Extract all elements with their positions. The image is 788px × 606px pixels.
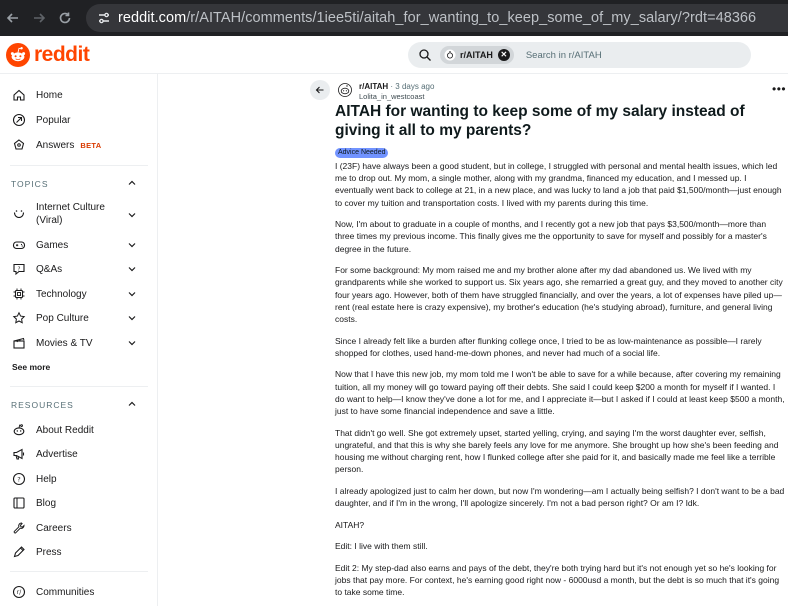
site-header [0,36,788,74]
sidebar-item-careers[interactable]: Careers [12,521,72,535]
sidebar-item-communities[interactable]: r/ Communities [12,585,94,599]
search-chip-label: r/AITAH [460,50,493,60]
chevron-down-icon[interactable] [127,338,137,348]
svg-text:?: ? [17,266,21,273]
arrow-left-icon [6,11,20,25]
wrench-icon [12,521,26,535]
post-paragraph: AITAH? [335,519,365,530]
post-time: · 3 days ago [390,82,435,91]
sidebar-item-about-reddit[interactable]: About Reddit [12,423,94,437]
back-button[interactable] [310,80,330,100]
more-options-icon[interactable]: ••• [772,82,787,96]
sidebar-item-games[interactable]: Games [12,238,68,252]
snoo-icon [6,43,30,67]
browser-reload-button[interactable] [52,0,78,36]
book-icon [12,496,26,510]
sidebar-item-movies-tv[interactable]: Movies & TV [12,336,93,350]
sidebar-item-advertise[interactable]: Advertise [12,447,78,461]
chevron-down-icon[interactable] [127,240,137,250]
post-paragraph: I already apologized just to calm her down, but now I'm wondering—am I actually being selfish? I don't want to be a bad daughter, and if I'm in the wrong, I'll apologize sincerely. I'm not a bad person right? Or am I? Idk. [335,485,785,509]
sidebar-divider [10,571,148,572]
svg-text:?: ? [17,475,21,484]
see-more-button[interactable]: See more [12,362,51,372]
popular-icon [12,113,26,127]
search-icon [418,48,432,62]
chevron-down-icon[interactable] [127,313,137,323]
beta-badge: BETA [80,140,102,150]
browser-forward-button[interactable] [26,0,52,36]
left-sidebar [0,74,158,606]
search-input[interactable]: Search in r/AITAH [525,49,602,61]
subreddit-filter-chip[interactable] [440,46,514,64]
post-flair[interactable]: Advice Needed [335,148,388,158]
help-icon [12,472,26,486]
smile-icon [12,207,26,221]
arrow-left-icon [315,85,325,95]
remove-chip-icon[interactable]: ✕ [498,49,510,61]
post-body [335,160,785,606]
sidebar-item-technology[interactable]: Technology [12,287,87,301]
chevron-down-icon[interactable] [127,210,137,220]
search-bar[interactable] [408,42,751,68]
post-paragraph: I (23F) have always been a good student, but in college, I struggled with personal and mental health issues, which led me to drop out. My mom, a single mother, along with my grandma, financed my education, and I messed up. I eventually went back to college at 21, in a new place, and was lucky to land a job that paid $1,500/month—just enough to cover my tuition and transportation costs. I lived with my parents during this time. [335,161,782,208]
sidebar-item-home[interactable]: Home [12,88,63,102]
sidebar-item-internet-culture[interactable]: Internet Culture (Viral) [12,202,105,227]
reload-icon [58,11,72,25]
post-paragraph: Since I already felt like a burden after flunking college once, I tried to be as low-maintenance as possible—I rarely shopped for clothes, used hand-me-down phones, and never had much of a social life. [335,335,762,358]
chevron-down-icon[interactable] [127,289,137,299]
post-paragraph: Edit 2: My step-dad also earns and pays of the debt, they're both trying hard but it's not enough yet so he's looking for jobs that pay more. For context, he's earning good right now - 6000usd a month, but the debt is so much that it's going to take some time. [335,562,780,598]
clapper-icon [12,336,26,350]
reddit-icon [12,423,26,437]
post-paragraph: Now, I'm about to graduate in a couple of months, and I recently got a new job that pays $3,500/month—more than three times my previous income. This finally gives me the opportunity to save for myself and possibly for a master's degree in the future. [335,219,767,254]
post-paragraph: Now that I have this new job, my mom told me I won't be able to save for a while because, after covering my remaining tuition, all my money will go toward paying off their debts. She said I could keep $200 a month for myself if I wanted. I do want to help—I know they've done a lot for me, and I appreciate it—but I asked if I could at least keep $500 a month, just to have some financial independence and save a little. [335,369,785,417]
browser-toolbar [0,0,788,36]
browser-back-button[interactable] [0,0,26,36]
url-text: reddit.com/r/AITAH/comments/1iee5ti/aitah_for_wanting_to_keep_some_of_my_salary/?rdt=48366 [118,10,757,26]
reddit-logo[interactable] [6,43,89,67]
chevron-down-icon[interactable] [127,264,137,274]
chevron-up-icon[interactable] [127,399,137,409]
arrow-right-icon [32,11,46,25]
star-icon [12,311,26,325]
sidebar-item-pop-culture[interactable]: Pop Culture [12,311,89,325]
post-paragraph: For some background: My mom raised me and my brother alone after my dad abandoned us. We lived with my grandparents while she worked to support us. Six years ago, she remarried a great guy, and they moved to another city four years ago. However, both of them have struggled financially, and over the years, a lot of expenses have piled up—rent (real estate here is crazy expensive), my brother's education (he's studying abroad), furniture, and general living costs. [335,265,783,325]
pen-icon [12,545,26,559]
sidebar-item-popular[interactable]: Popular [12,113,70,127]
post-paragraph: Edit: I live with them still. [335,541,428,552]
chevron-up-icon[interactable] [127,178,137,188]
subreddit-avatar-icon[interactable] [338,83,352,97]
svg-text:r/: r/ [16,589,22,597]
communities-icon [12,585,26,599]
site-settings-icon[interactable] [90,11,118,25]
sidebar-divider [10,165,148,166]
sidebar-item-qas[interactable]: ? Q&As [12,262,62,276]
sidebar-item-press[interactable]: Press [12,545,62,559]
post-author[interactable]: Lolita_in_westcoast [359,92,425,101]
megaphone-icon [12,447,26,461]
address-bar[interactable] [86,4,788,32]
sidebar-divider [10,386,148,387]
subreddit-icon [444,49,456,61]
answers-icon [12,138,26,152]
post-subreddit[interactable]: r/AITAH · 3 days ago [359,82,435,91]
sidebar-item-help[interactable]: ? Help [12,472,57,486]
post-paragraph: That didn't go well. She got extremely upset, started yelling, crying, and saying I'm the worst daughter ever, selfish, ungrateful, and that this is why she barely feels any love for me anymore. She brought up how she's been feeding and housing me without charging rent, how I flunked college after she paid for it, and basically made me feel like a terrible person. [335,427,779,475]
reddit-wordmark: reddit [34,43,90,66]
resources-section-title[interactable]: RESOURCES [11,400,74,410]
gamepad-icon [12,238,26,252]
chip-icon [12,287,26,301]
sidebar-item-blog[interactable]: Blog [12,496,56,510]
post-title: AITAH for wanting to keep some of my salary instead of giving it all to my parents? [335,103,745,139]
question-icon [12,262,26,276]
sidebar-item-answers[interactable]: Answers BETA [12,138,101,152]
topics-section-title[interactable]: TOPICS [11,179,49,189]
home-icon [12,88,26,102]
